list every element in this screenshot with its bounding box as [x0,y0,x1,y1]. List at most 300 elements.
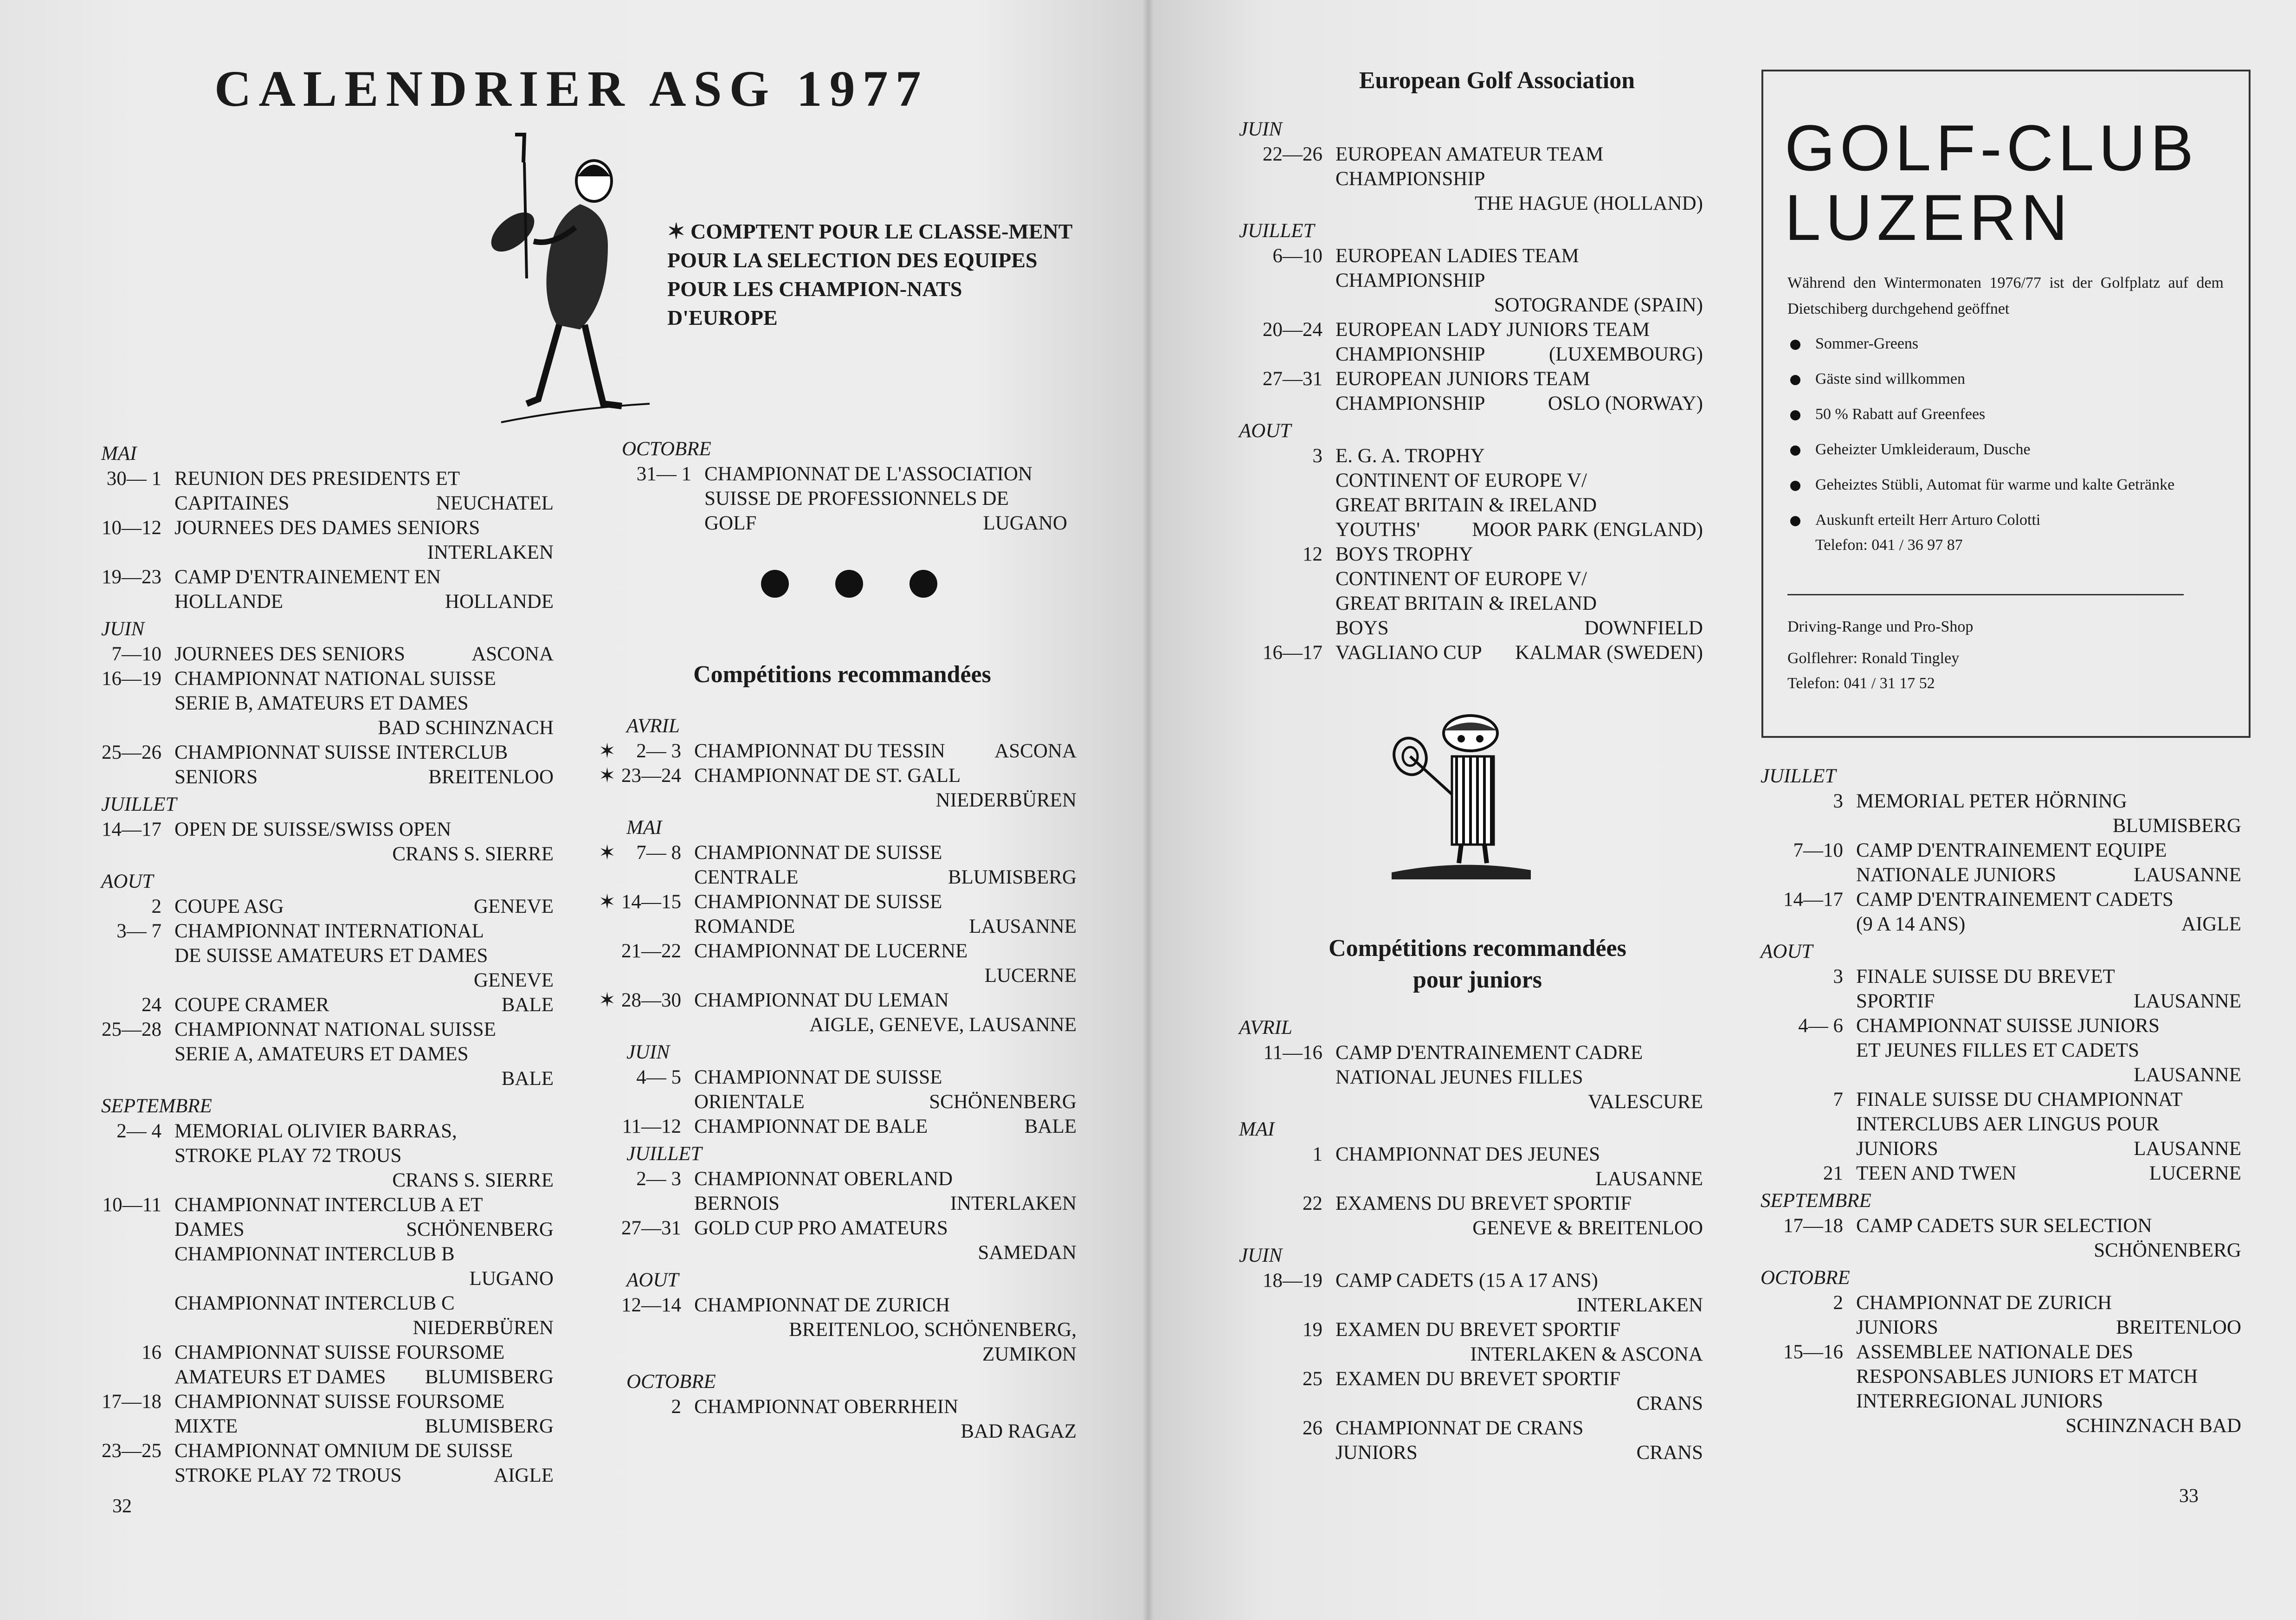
entry-place: SCHÖNENBERG [2094,1239,2241,1261]
entry-date: 14—17 [1783,889,1843,910]
entry-text: CHAMPIONNAT SUISSE FOURSOME [174,1342,505,1363]
entry-text-line [694,1090,1077,1114]
entry-date: 11—16 [1263,1042,1322,1064]
entry-text: DAMES [174,1219,245,1240]
entry-date: 27—31 [1263,368,1322,390]
entry-date: 25 [1303,1368,1322,1390]
calendar-entry [599,988,1077,1037]
month-label: SEPTEMBRE [1761,1190,1871,1212]
entry-date: 19—23 [102,566,161,588]
entry-text: CHAMPIONNAT DE ZURICH [1856,1292,2112,1314]
entry-text-line [174,642,554,666]
entry-place: BREITENLOO [428,766,554,788]
entry-text-line [1856,912,2241,936]
calendar-entry [1239,640,1703,665]
entry-place: BLUMISBERG [425,1415,554,1437]
entry-date: 2 [151,896,161,917]
entry-place: LAUSANNE [2134,864,2241,886]
entry-text: CHAMPIONNAT SUISSE INTERCLUB [174,742,508,763]
calendar-entry [101,919,554,993]
entry-place: LAUSANNE [2134,990,2241,1012]
entry-text: CHAMPIONNAT SUISSE JUNIORS [1856,1015,2160,1037]
entry-text: CHAMPIONNAT OBERRHEIN [694,1396,958,1418]
entry-place: KALMAR (SWEDEN) [1515,642,1703,664]
page-title: CALENDRIER ASG 1977 [214,60,929,117]
entry-date: 22 [1303,1193,1322,1214]
month-label: JUILLET [1761,765,1836,787]
entry-text: EXAMENS DU BREVET SPORTIF [1335,1193,1632,1214]
entry-text: CHAMPIONNAT DE SUISSE [694,842,942,864]
entry-text-line [174,1217,554,1242]
entry-text: ET JEUNES FILLES ET CADETS [1856,1039,2139,1061]
entry-place: BLUMISBERG [425,1366,554,1388]
entry-date: 2— 3 [636,740,681,762]
star-marker: ✶ [599,989,616,1012]
entry-text-line [174,491,554,516]
month-label: AOUT [1239,420,1291,442]
entry-text: CHAMPIONNAT INTERCLUB B [174,1243,455,1265]
calendar-entry [1761,838,2241,887]
calendar-entry [1239,1040,1703,1114]
entry-date: 17—18 [1783,1215,1843,1237]
calendar-entry [1239,1142,1703,1191]
entry-place: GENEVE [474,896,554,917]
entry-place: LAUSANNE [2134,1138,2241,1160]
entry-date: 21 [1823,1162,1843,1184]
entry-text-line [1335,391,1703,416]
entry-text: CHAMPIONNAT DE ST. GALL [694,765,961,787]
entry-text-line [1335,616,1703,640]
entry-date: 18—19 [1263,1270,1322,1291]
entry-date: 2— 4 [116,1120,161,1142]
entry-date: 14—15 [621,891,681,913]
star-marker: ✶ [599,891,616,913]
entry-place: HOLLANDE [445,591,554,613]
month-label: JUILLET [1239,220,1315,242]
entry-text: CAMP D'ENTRAINEMENT CADETS [1856,889,2173,910]
entry-text: ROMANDE [694,916,795,937]
entry-date: 7—10 [111,643,161,665]
entry-date: 16 [142,1342,161,1363]
entry-text: CAMP CADETS SUR SELECTION [1856,1215,2152,1237]
star-marker: ✶ [599,764,616,787]
month-label: MAI [101,443,137,465]
calendar-entry [599,1065,1077,1114]
entry-text-line [694,1191,1077,1216]
entry-text-line [1335,517,1703,542]
entry-date: 16—17 [1263,642,1322,664]
month-label: JUIN [626,1041,670,1063]
month-label: SEPTEMBRE [101,1095,212,1117]
page-number: 32 [112,1496,132,1517]
entry-place: CRANS [1636,1442,1703,1464]
entry-text: TEEN AND TWEN [1856,1162,2017,1184]
entry-text: CHAMPIONNAT NATIONAL SUISSE [174,668,496,690]
calendar-entry [101,740,554,789]
entry-date: 23—24 [621,765,681,787]
entry-text: CHAMPIONSHIP [1335,168,1485,190]
section-divider-dots [752,570,947,602]
calendar-entry [101,1119,554,1193]
entry-text: NATIONAL JEUNES FILLES [1335,1066,1583,1088]
entry-text: CONTINENT OF EUROPE V/ [1335,568,1587,590]
entry-text: EXAMEN DU BREVET SPORTIF [1335,1319,1621,1341]
entry-date: 11—12 [622,1116,681,1137]
ad-title: GOLF-CLUB LUZERN [1785,111,2199,254]
entry-text: FINALE SUISSE DU BREVET [1856,966,2115,987]
entry-place: BREITENLOO [2116,1317,2241,1338]
entry-text: CHAMPIONSHIP [1335,343,1485,365]
calendar-entry [599,1114,1077,1139]
entry-text: (9 A 14 ANS) [1856,913,1966,935]
entry-text: CHAMPIONNAT SUISSE FOURSOME [174,1391,505,1413]
entry-text: DE SUISSE AMATEURS ET DAMES [174,945,488,967]
entry-text: CHAMPIONNAT DE ZURICH [694,1294,950,1316]
entry-text: CHAMPIONNAT DE CRANS [1335,1417,1584,1439]
entry-date: 6—10 [1272,245,1322,267]
entry-date: 17—18 [102,1391,161,1413]
asg-calendar-column [101,439,554,1488]
juniors-column-a [1239,1013,1703,1465]
ad-divider [1787,594,2184,595]
calendar-entry [101,516,554,565]
entry-place: AIGLE [2181,913,2241,935]
entry-place: SCHINZNACH BAD [2065,1415,2241,1437]
entry-place: INTERLAKEN & ASCONA [1470,1343,1703,1365]
entry-place: LAUSANNE [969,916,1077,937]
entry-text: CHAMPIONNAT DU TESSIN [694,740,945,762]
entry-text: VAGLIANO CUP [1335,642,1482,664]
entry-text-line [694,914,1077,939]
star-marker: ✶ [599,841,616,864]
ad-footer-line: Driving-Range und Pro-Shop [1787,618,1974,635]
calendar-entry [1239,1367,1703,1416]
entry-text: JUNIORS [1856,1138,1938,1160]
calendar-entry [101,466,554,516]
entry-text: SERIE A, AMATEURS ET DAMES [174,1043,469,1065]
entry-place: LUGANO [469,1268,554,1290]
month-label: JUIN [1239,1245,1283,1266]
ad-feature-text: 50 % Rabatt auf Greenfees [1815,406,1986,423]
entry-date: 2— 3 [636,1168,681,1190]
entry-date: 21—22 [621,940,681,962]
entry-date: 3 [1833,790,1843,812]
entry-place: DOWNFIELD [1584,617,1703,639]
entry-text: JOURNEES DES SENIORS [174,643,405,665]
calendar-entry [1761,964,2241,1013]
recommended-title: Compétitions recommandées [693,661,991,688]
entry-text: FINALE SUISSE DU CHAMPIONNAT [1856,1089,2183,1110]
entry-date: 2 [671,1396,681,1418]
entry-text: GOLF [704,512,757,534]
entry-place: LUCERNE [984,965,1077,987]
entry-date: 25—26 [102,742,161,763]
calendar-entry [101,817,554,866]
entry-date: 24 [142,994,161,1016]
entry-text-line [1856,1161,2241,1186]
entry-text: CHAMPIONNAT DES JEUNES [1335,1143,1600,1165]
entry-text: EXAMEN DU BREVET SPORTIF [1335,1368,1621,1390]
golf-club-luzern-ad [1761,70,2251,738]
entry-text: AMATEURS ET DAMES [174,1366,386,1388]
calendar-entry [101,1017,554,1091]
entry-text-line [1856,1136,2241,1161]
right-page [1148,0,2296,1620]
calendar-entry [599,939,1077,988]
juniors-title-line: Compétitions recommandées [1329,935,1626,962]
calendar-entry [101,642,554,666]
entry-date: 20—24 [1263,319,1322,341]
entry-text-line [704,511,1067,536]
ad-footer [1787,614,2224,696]
entry-date: 23—25 [102,1440,161,1462]
entry-text: CAMP CADETS (15 A 17 ANS) [1335,1270,1598,1291]
entry-place: OSLO (NORWAY) [1548,393,1703,414]
entry-text: MEMORIAL OLIVIER BARRAS, [174,1120,457,1142]
calendar-entry [1761,1087,2241,1161]
calendar-entry [1239,1191,1703,1240]
entry-text: EUROPEAN AMATEUR TEAM [1335,143,1604,165]
entry-date: 19 [1303,1319,1322,1341]
entry-text: CHAMPIONNAT DU LEMAN [694,989,949,1011]
entry-date: 3 [1312,445,1322,467]
entry-text: BOYS [1335,617,1389,639]
entry-date: 10—11 [102,1194,161,1216]
entry-date: 7— 8 [636,842,681,864]
entry-place: (LUXEMBOURG) [1548,343,1703,365]
entry-text: INTERCLUBS AER LINGUS POUR [1856,1113,2160,1135]
calendar-entry [1239,1416,1703,1465]
calendar-entry [101,666,554,740]
entry-date: 7 [1833,1089,1843,1110]
entry-text: E. G. A. TROPHY [1335,445,1485,467]
month-label: OCTOBRE [1761,1267,1850,1289]
entry-place: BAD SCHINZNACH [378,717,554,739]
entry-text: SERIE B, AMATEURS ET DAMES [174,692,469,714]
entry-place: INTERLAKEN [950,1193,1077,1214]
entry-text: YOUTHS' [1335,519,1420,541]
entry-text: COUPE ASG [174,896,284,917]
entry-text: BERNOIS [694,1193,780,1214]
entry-place: SAMEDAN [978,1242,1077,1264]
calendar-entry [599,1394,1077,1444]
calendar-entry [1239,244,1703,317]
calendar-entry [599,1167,1077,1216]
entry-date: 3 [1833,966,1843,987]
entry-date: 31— 1 [636,463,691,485]
ad-feature [1787,331,2224,356]
entry-place: NIEDERBÜREN [413,1317,554,1339]
entry-text-line [1856,863,2241,887]
entry-text: CHAMPIONNAT INTERCLUB C [174,1292,455,1314]
ad-footer-line: Golflehrer: Ronald Tingley [1787,650,1960,667]
calendar-entry [1761,1291,2241,1340]
entry-place: SCHÖNENBERG [929,1091,1077,1113]
entry-text-line [174,1463,554,1488]
asg-calendar-october [622,434,1067,536]
entry-text: GREAT BRITAIN & IRELAND [1335,593,1597,614]
month-label: AVRIL [626,715,680,737]
entry-text-line [1335,640,1703,665]
entry-text: BOYS TROPHY [1335,543,1473,565]
juniors-title-line: pour juniors [1413,967,1542,993]
star-legend-note: ✶ COMPTENT POUR LE CLASSE-MENT POUR LA SELECTION DES EQUIPES POUR LES CHAMPION-NATS D'EUROPE [667,219,1072,329]
entry-date: 30— 1 [106,468,161,490]
entry-text: RESPONSABLES JUNIORS ET MATCH [1856,1366,2198,1388]
entry-text: GOLD CUP PRO AMATEURS [694,1217,948,1239]
ad-feature [1787,508,2224,558]
calendar-entry [101,993,554,1017]
ad-intro: Während den Wintermonaten 1976/77 ist der Golfplatz auf dem Dietschiberg durchgehend geöffnet [1787,274,2224,317]
entry-place: BLUMISBERG [948,866,1077,888]
entry-place: ASCONA [471,643,554,665]
entry-text: CHAMPIONNAT NATIONAL SUISSE [174,1019,496,1040]
ad-feature [1787,402,2224,427]
entry-place: ASCONA [994,740,1077,762]
entry-text: COUPE CRAMER [174,994,329,1016]
calendar-entry [1239,444,1703,542]
calendar-entry [101,894,554,919]
month-label: JUIN [1239,118,1283,140]
entry-text-line [174,1365,554,1389]
entry-text: CHAMPIONNAT DE SUISSE [694,891,942,913]
entry-text: INTERREGIONAL JUNIORS [1856,1390,2103,1412]
entry-text-line [1335,342,1703,367]
entry-place: ZUMIKON [982,1343,1077,1365]
entry-text: CHAMPIONNAT DE SUISSE [694,1066,942,1088]
entry-text: CHAMPIONNAT DE LUCERNE [694,940,968,962]
entry-text: JUNIORS [1856,1317,1938,1338]
entry-text: STROKE PLAY 72 TROUS [174,1465,402,1486]
entry-date: 10—12 [102,517,161,539]
juniors-column-b [1761,761,2241,1438]
entry-place: NIEDERBÜREN [935,789,1077,811]
calendar-entry [1239,367,1703,416]
entry-text: CAMP D'ENTRAINEMENT CADRE [1335,1042,1643,1064]
entry-date: 1 [1312,1143,1322,1165]
entry-place: BAD RAGAZ [961,1420,1077,1442]
ad-feature-text: Sommer-Greens [1815,335,1919,352]
entry-place: SCHÖNENBERG [406,1219,554,1240]
entry-text: NATIONALE JUNIORS [1856,864,2057,886]
month-label: AOUT [626,1269,679,1291]
entry-place: CRANS S. SIERRE [392,843,554,865]
month-label: AOUT [1761,941,1813,962]
entry-date: 7—10 [1793,839,1843,861]
calendar-entry [101,1340,554,1389]
entry-text: REUNION DES PRESIDENTS ET [174,468,460,490]
entry-text-line [1856,989,2241,1013]
calendar-entry [599,1216,1077,1265]
entry-place: LAUSANNE [2134,1064,2241,1086]
entry-text: CHAMPIONNAT INTERCLUB A ET [174,1194,483,1216]
calendar-entry [1761,1161,2241,1186]
entry-place: BLUMISBERG [2112,815,2241,837]
entry-text-line [694,739,1077,763]
entry-date: 2 [1833,1292,1843,1314]
entry-text: CAMP D'ENTRAINEMENT EQUIPE [1856,839,2167,861]
calendar-entry [101,565,554,614]
calendar-entry [101,1193,554,1340]
entry-date: 12—14 [621,1294,681,1316]
entry-date: 22—26 [1263,143,1322,165]
entry-text: EUROPEAN LADY JUNIORS TEAM [1335,319,1650,341]
calendar-entry [599,1293,1077,1367]
ad-feature [1787,367,2224,392]
entry-place: BREITENLOO, SCHÖNENBERG, [789,1319,1077,1341]
entry-date: 3— 7 [116,920,161,942]
calendar-entry [622,462,1067,536]
entry-text-line [1856,1315,2241,1340]
entry-text: CONTINENT OF EUROPE V/ [1335,470,1587,491]
golfer-illustration [469,125,664,432]
star-marker: ✶ [599,740,616,762]
calendar-entry [599,763,1077,813]
entry-place: BALE [501,1068,554,1090]
ad-feature-text: Auskunft erteilt Herr Arturo Colotti [1815,511,2041,529]
ad-phone: Telefon: 041 / 31 17 52 [1787,675,1935,692]
ad-feature-text: Geheizter Umkleideraum, Dusche [1815,441,2031,458]
entry-text: CAMP D'ENTRAINEMENT EN [174,566,441,588]
entry-date: 4— 5 [636,1066,681,1088]
entry-place: LUGANO [983,512,1067,534]
entry-text: STROKE PLAY 72 TROUS [174,1145,402,1167]
entry-place: GENEVE [474,969,554,991]
calendar-entry [1239,1268,1703,1317]
ega-calendar-column [1239,114,1703,665]
entry-place: LAUSANNE [1595,1168,1703,1190]
month-label: MAI [1239,1118,1275,1140]
entry-date: 12 [1303,543,1322,565]
page-gutter [1142,0,1154,1620]
entry-text-line [694,865,1077,890]
calendar-entry [101,1389,554,1439]
calendar-entry [1761,789,2241,838]
entry-text: GREAT BRITAIN & IRELAND [1335,494,1597,516]
divider-dot [761,570,789,598]
entry-place: INTERLAKEN [427,542,554,563]
entry-date: 15—16 [1783,1341,1843,1363]
entry-text: MIXTE [174,1415,238,1437]
entry-place: VALESCURE [1588,1091,1703,1113]
entry-text: CHAMPIONSHIP [1335,270,1485,291]
ad-feature [1787,437,2224,462]
calendar-entry [1761,1013,2241,1087]
entry-place: INTERLAKEN [1576,1294,1703,1316]
ad-feature-text: Gäste sind willkommen [1815,370,1965,387]
entry-text-line [174,894,554,919]
entry-place: CRANS [1636,1393,1703,1414]
calendar-entry [599,840,1077,890]
calendar-entry [1761,887,2241,936]
entry-text: ORIENTALE [694,1091,805,1113]
month-label: JUILLET [626,1143,702,1165]
entry-place: AIGLE [494,1465,554,1486]
entry-text-line [174,589,554,614]
entry-text: CHAMPIONNAT OBERLAND [694,1168,953,1190]
entry-place: GENEVE & BREITENLOO [1472,1217,1703,1239]
ad-feature [1787,472,2224,497]
entry-date: 14—17 [102,819,161,840]
entry-place: SOTOGRANDE (SPAIN) [1494,294,1703,316]
ega-title: European Golf Association [1359,67,1635,94]
calendar-entry [1761,1213,2241,1263]
recommended-column [599,711,1077,1444]
entry-date: 27—31 [621,1217,681,1239]
entry-text: CAPITAINES [174,492,290,514]
ad-feature-text: Geheiztes Stübli, Automat für warme und kalte Getränke [1815,476,2175,493]
calendar-entry [101,1439,554,1488]
